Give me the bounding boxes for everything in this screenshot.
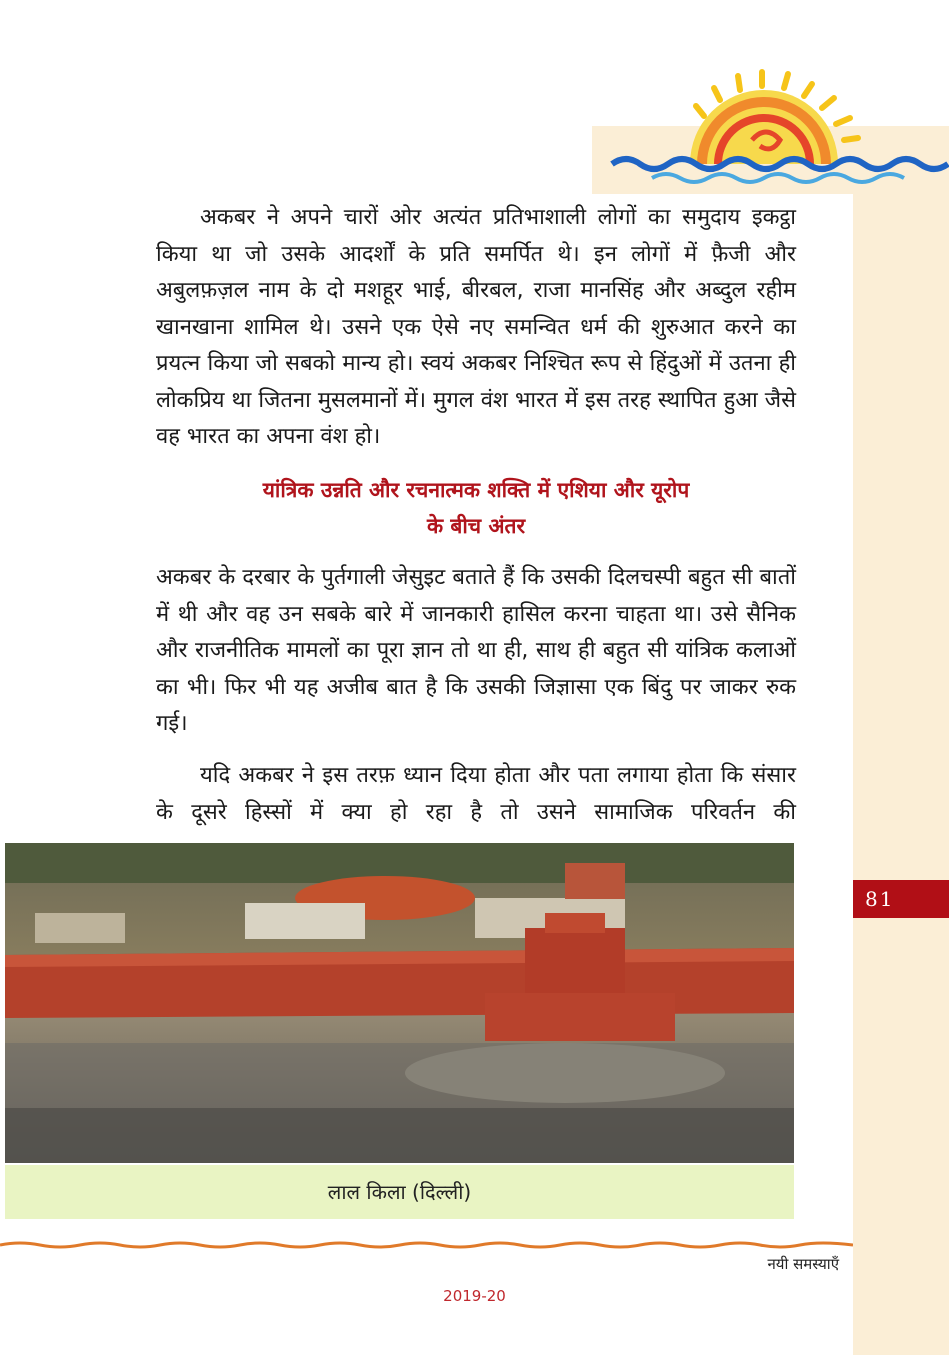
- photo-caption: लाल किला (दिल्ली): [5, 1165, 794, 1219]
- paragraph-continuation: यदि अकबर ने इस तरफ़ ध्यान दिया होता और पता लगाया होता कि संसार के दूसरे हिस्सों में क्या हो रहा है तो उसने सामाजिक परिवर्तन की: [156, 763, 796, 825]
- paragraph-jesuits: अकबर के दरबार के पुर्तगाली जेसुइट बताते हैं कि उसकी दिलचस्पी बहुत सी बातों में थी और वह उन सबके बारे में जानकारी हासिल करना चाहता था। उसे सैनिक और राजनीतिक मामलों का पूरा ज्ञान तो था ही, साथ ही बहुत सी यांत्रिक कलाओं का भी। फिर भी यह अजीब बात है कि उसकी जिज्ञासा एक बिंदु पर जाकर रुक गई।: [156, 565, 796, 736]
- side-margin-band: [853, 130, 949, 1355]
- footer-chapter-title: नयी समस्याएँ: [767, 1255, 839, 1273]
- footer-divider: [0, 1240, 853, 1250]
- paragraph-akbar-court: अकबर ने अपने चारों ओर अत्यंत प्रतिभाशाली लोगों का समुदाय इकट्ठा किया था जो उसके आदर्शों के प्रति समर्पित थे। इन लोगों में फ़ैजी और अबुलफ़ज़ल नाम के दो मशहूर भाई, बीरबल, राजा मानसिंह और अब्दुल रहीम खानखाना शामिल थे। उसने एक ऐसे नए समन्वित धर्म की शुरुआत करने का प्रयत्न किया जो सबको मान्य हो। स्वयं अकबर निश्चित रूप से हिंदुओं में उतना ही लोकप्रिय था जितना मुसलमानों में। मुगल वंश भारत में इस तरह स्थापित हुआ जैसे वह भारत का अपना वंश हो।: [156, 205, 796, 449]
- section-heading: [156, 472, 796, 544]
- continuation-paragraph-block: [156, 758, 796, 831]
- red-fort-illustration: [5, 843, 794, 1163]
- page-number: 81: [853, 880, 949, 918]
- intro-paragraph-block: [156, 200, 796, 456]
- footer-year: 2019-20: [443, 1287, 506, 1305]
- jesuit-paragraph-block: [156, 560, 796, 743]
- sun-wave-header-art: [592, 68, 949, 194]
- section-heading-line-2: के बीच अंतर: [426, 514, 526, 538]
- red-fort-photo: [5, 843, 794, 1163]
- section-heading-line-1: यांत्रिक उन्नति और रचनात्मक शक्ति में एशिया और यूरोप: [262, 478, 690, 502]
